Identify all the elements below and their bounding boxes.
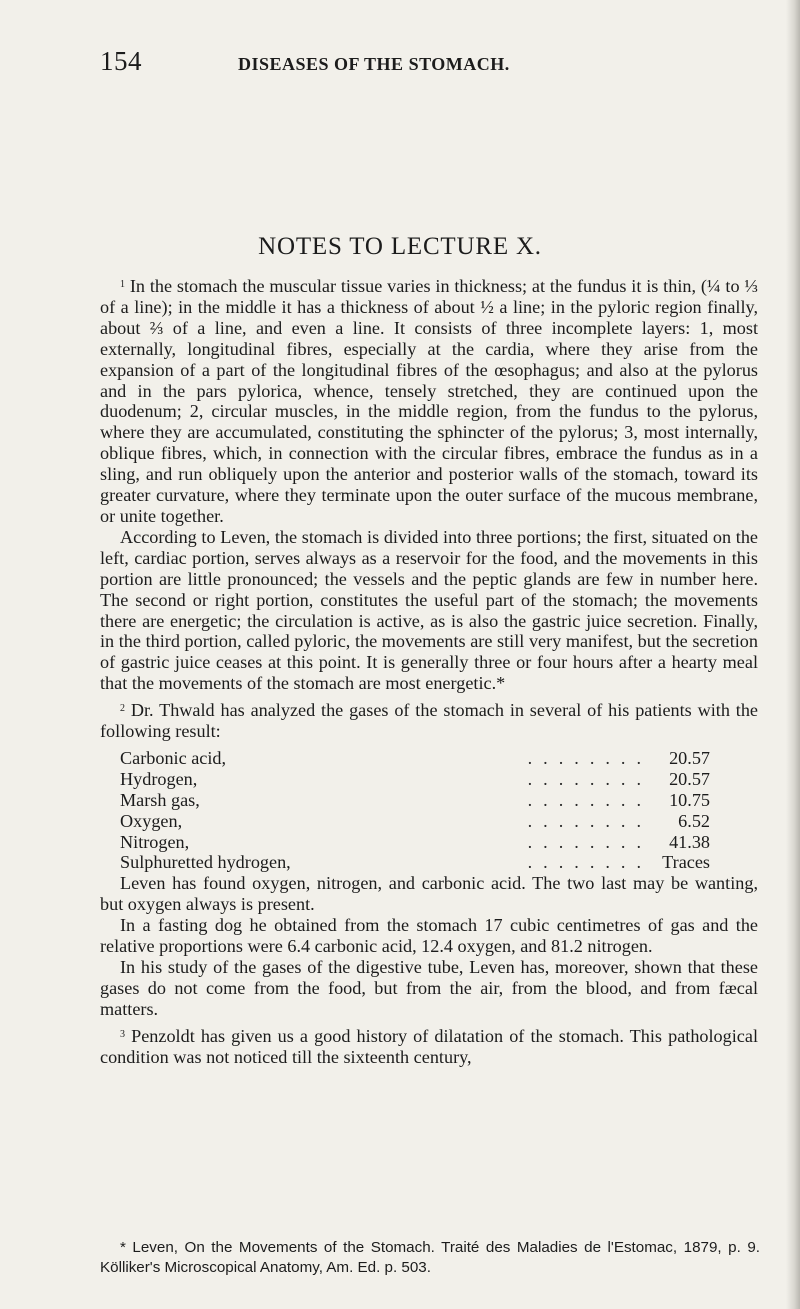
page-number: 154 [100, 46, 142, 76]
note-marker: 2 [120, 703, 125, 715]
running-title: DISEASES OF THE STOMACH. [238, 54, 510, 74]
dot-leader: ........ [527, 789, 652, 810]
table-row [120, 790, 710, 811]
gas-name: Carbonic acid, [120, 747, 227, 768]
gas-value: 20.57 [669, 768, 710, 789]
gas-name: Oxygen, [120, 810, 183, 831]
note-3-paragraph [100, 1026, 758, 1068]
section-title: NOTES TO LECTURE X. [258, 233, 542, 260]
dot-leader: ........ [527, 810, 652, 831]
dot-leader: ........ [527, 768, 652, 789]
table-row [120, 769, 710, 790]
gas-value: 20.57 [669, 747, 710, 768]
note-2-intro [100, 700, 758, 742]
dot-leader: ........ [527, 852, 652, 873]
gas-name: Hydrogen, [120, 768, 198, 789]
dot-leader: ........ [527, 831, 652, 852]
gas-name: Marsh gas, [120, 789, 200, 810]
footnote [100, 1238, 760, 1278]
note-2-paragraph: In a fasting dog he obtained from the stomach 17 cubic centimetres of gas and the relative proportions were 6.4 carbonic acid, 12.4 oxygen, and 81.2 nitrogen. [100, 915, 758, 956]
footnote-text: * Leven, On the Movements of the Stomach. Traité des Maladies de l'Estomac, 1879, p. 9. Kölliker's Microscopical Anatomy, Am. Ed. p. 503. [100, 1239, 760, 1276]
table-row [120, 832, 710, 853]
page-edge-shadow [786, 0, 800, 1309]
gas-name: Nitrogen, [120, 831, 190, 852]
note-marker: 3 [120, 1028, 125, 1040]
note-2-paragraph: In his study of the gases of the digestive tube, Leven has, moreover, shown that these gases do not come from the food, but from the air, from the blood, and from fæcal matters. [100, 956, 758, 1019]
table-row [120, 852, 710, 873]
note-text: Dr. Thwald has analyzed the gases of the stomach in several of his patients with the following result: [100, 700, 758, 742]
note-text: According to Leven, the stomach is divided into three portions; the first, situated on the left, cardiac portion, serves always as a reservoir for the food, and the movements in this portion are little pronounced; the vessels and the peptic glands are few in number here. The second or right portion, constitutes the useful part of the stomach; the movements there are energetic; the circulation is active, as is also the gastric juice secretion. Finally, in the third portion, called pyloric, the movements are still very manifest, but the secretion of gastric juice ceases at this point. It is generally three or four hours after a hearty meal that the movements of the stomach are most energetic.* [100, 526, 758, 694]
gas-value: 10.75 [669, 789, 710, 810]
dot-leader: ........ [527, 747, 652, 768]
gas-value: 41.38 [669, 831, 710, 852]
page-header [100, 46, 720, 77]
note-marker: 1 [120, 279, 125, 290]
note-1-paragraph [100, 527, 758, 694]
gas-value: 6.52 [678, 810, 710, 831]
note-1-paragraph [100, 276, 758, 527]
note-text: Penzoldt has given us a good history of dilatation of the stomach. This pathological condition was not noticed till the sixteenth century, [100, 1025, 758, 1067]
note-2-paragraph: Leven has found oxygen, nitrogen, and carbonic acid. The two last may be wanting, but oxygen always is present. [100, 873, 758, 915]
gas-name: Sulphuretted hydrogen, [120, 852, 291, 873]
gas-analysis-table [120, 748, 710, 873]
notes-body [100, 276, 758, 1067]
note-text: In the stomach the muscular tissue varies in thickness; at the fundus it is thin, (¼ to ⅓ of a line); in the middle it has a thickness of about ½ a line; in the pyloric region finally, about ⅔ of a line, and even a line. It consists of three incomplete layers: 1, most externally, longitudinal fibres, especially at the cardia, where they arise from the expansion of a part of the longitudinal fibres of the œsophagus; and also at the pylorus and in the pars pylorica, whence, tensely stretched, they are continued upon the duodenum; 2, circular muscles, in the middle region, from the fundus to the pylorus, where they are accumulated, constituting the sphincter of the pylorus; 3, most internally, oblique fibres, which, in connection with the circular fibres, embrace the fundus as in a sling, and run obliquely upon the anterior and posterior walls of the stomach, toward its greater curvature, where they terminate upon the outer surface of the mucous membrane, or unite together. [100, 276, 759, 526]
table-row [120, 748, 710, 769]
table-row [120, 811, 710, 832]
gas-value: Traces [662, 852, 710, 873]
